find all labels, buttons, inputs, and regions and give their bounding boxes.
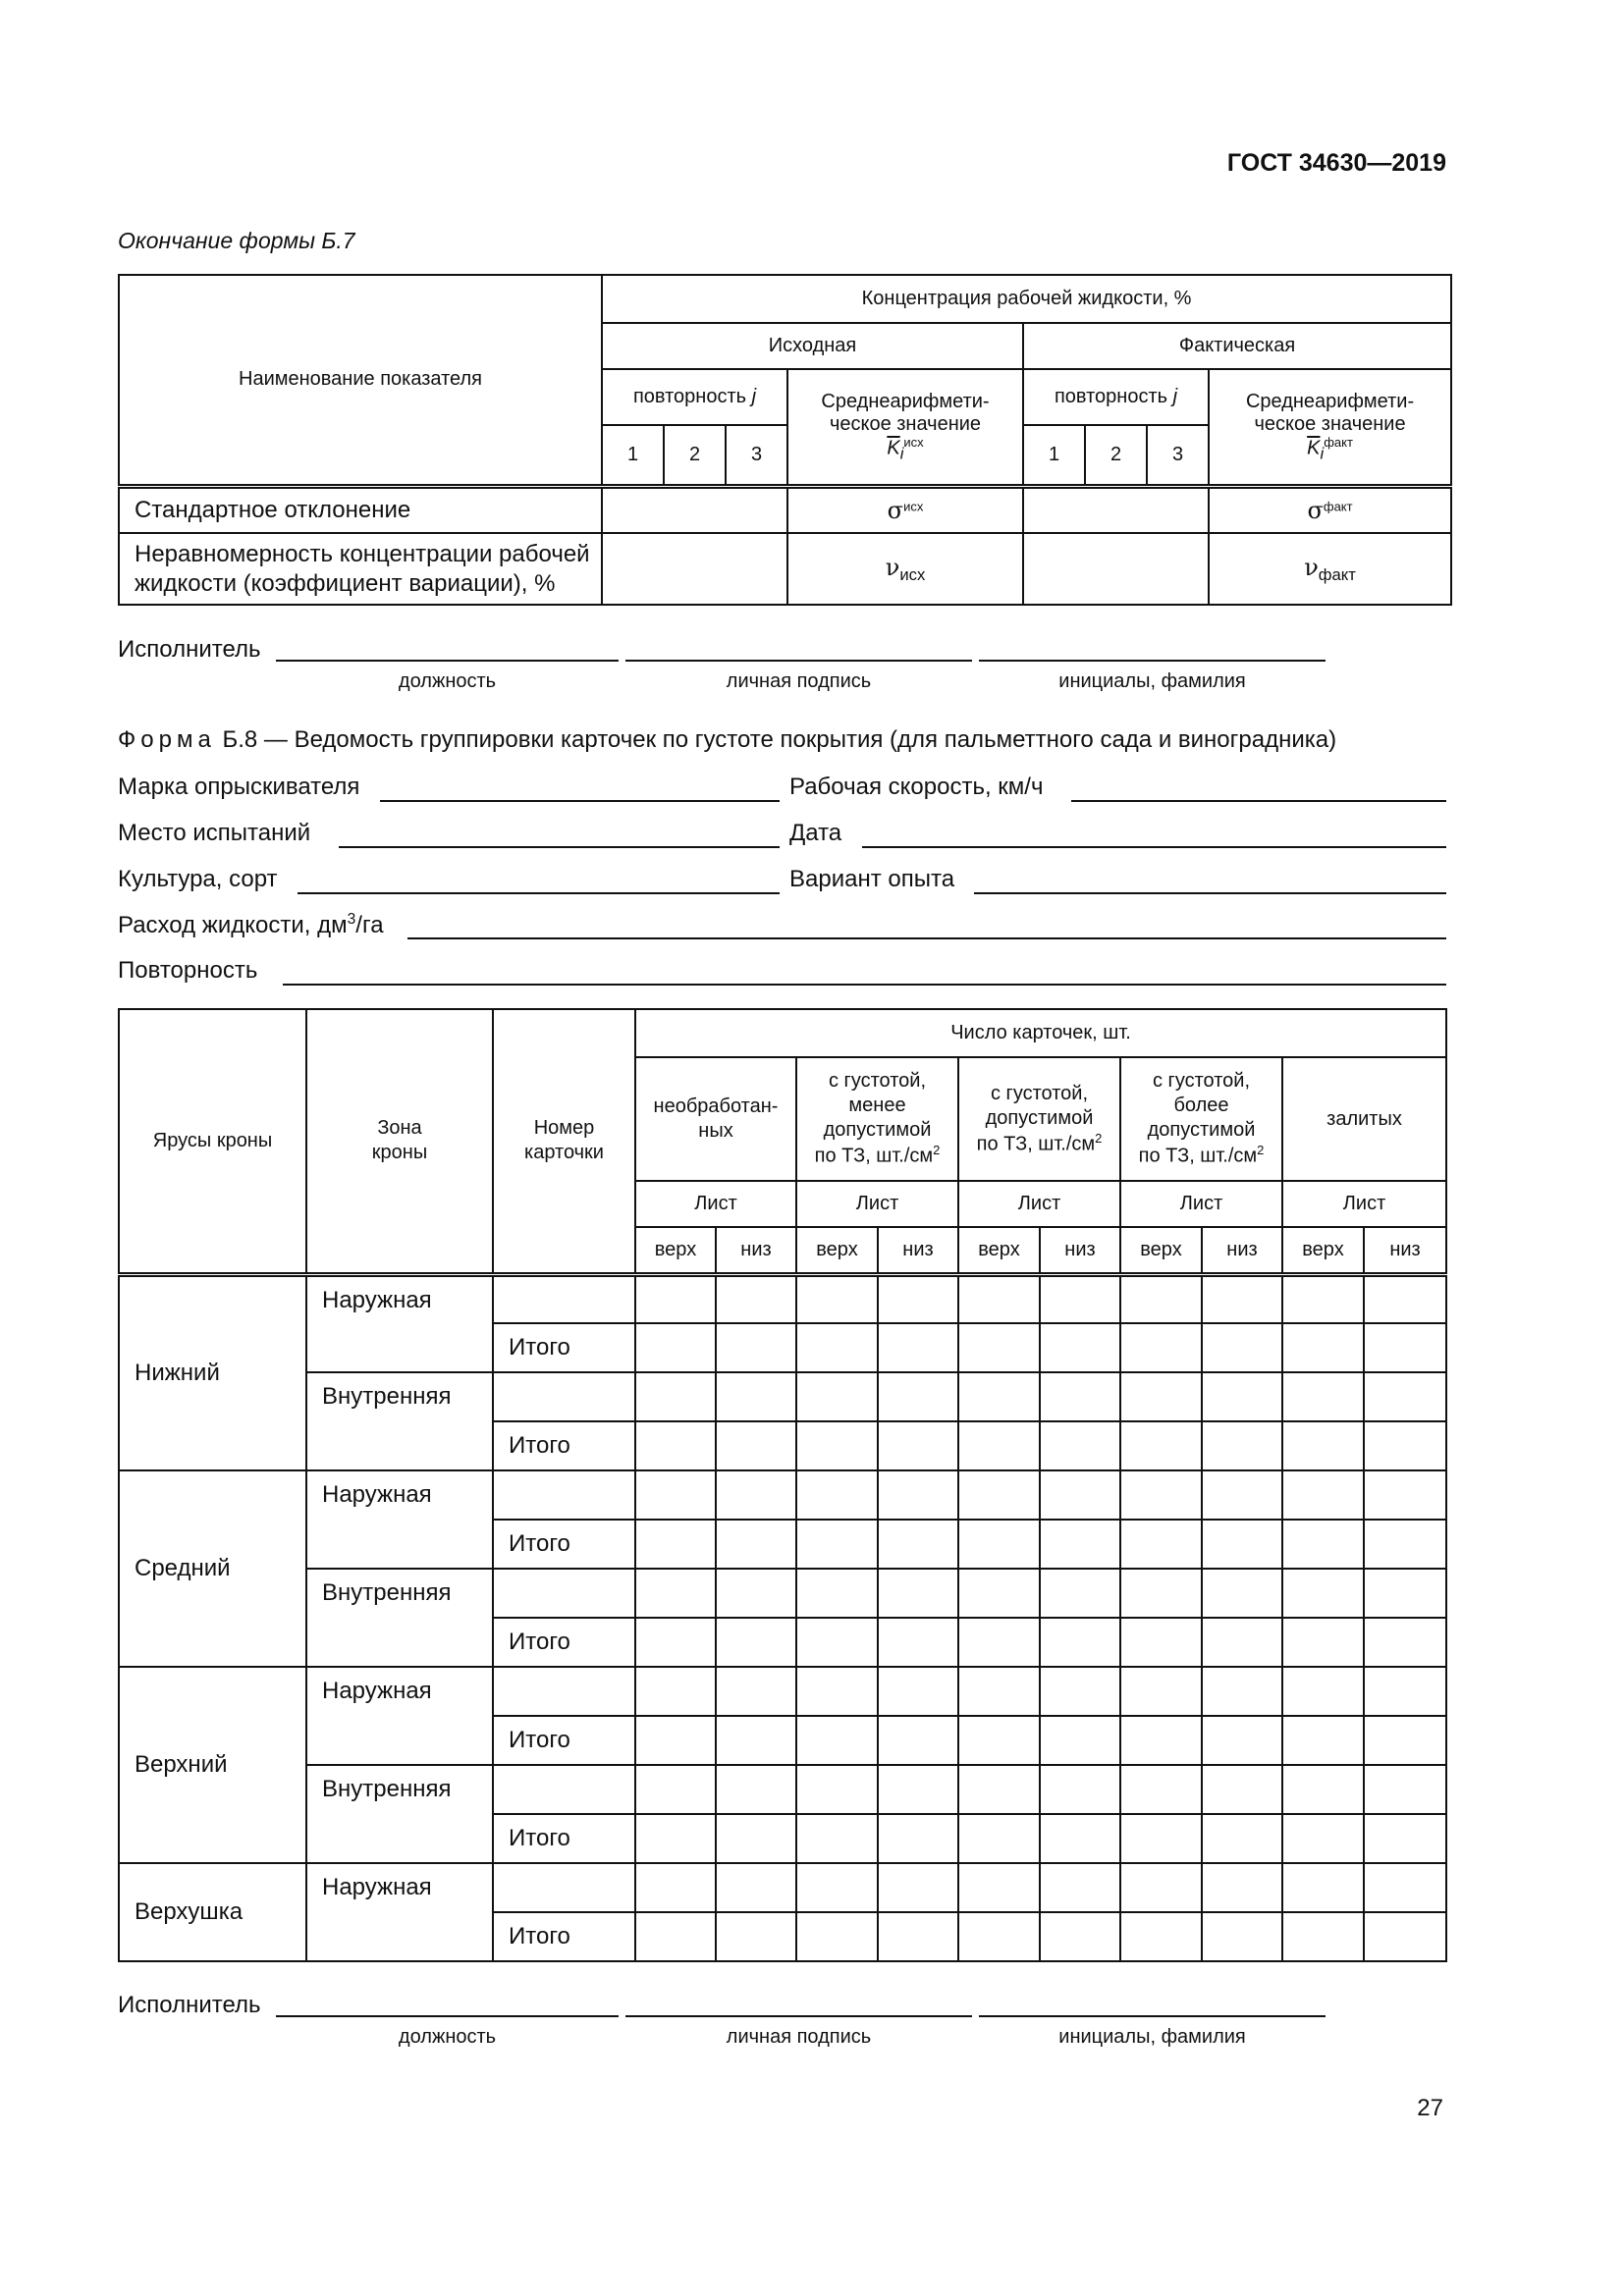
empty-cell — [1023, 533, 1209, 605]
col-tier: Ярусы кроны — [119, 1009, 306, 1274]
count-cell[interactable] — [958, 1863, 1040, 1912]
leaf-bottom: низ — [878, 1227, 958, 1274]
count-cell[interactable] — [878, 1421, 958, 1470]
count-cell[interactable] — [1040, 1912, 1120, 1961]
leaf-bottom: низ — [1364, 1227, 1446, 1274]
col-less-density: с густотой, менее допустимой по ТЗ, $шт./см^2$ — [796, 1057, 958, 1181]
count-cell[interactable] — [1364, 1814, 1446, 1863]
count-cell[interactable] — [1202, 1323, 1282, 1372]
count-cell[interactable] — [1120, 1716, 1202, 1765]
count-cell[interactable] — [1364, 1716, 1446, 1765]
count-cell[interactable] — [1202, 1372, 1282, 1421]
leaf-top: верх — [1282, 1227, 1364, 1274]
count-cell[interactable] — [1040, 1618, 1120, 1667]
speed-label: Рабочая скорость, км/ч — [789, 774, 1044, 800]
count-cell[interactable] — [1282, 1421, 1364, 1470]
leaf-header: Лист — [1282, 1181, 1446, 1227]
count-cell[interactable] — [1040, 1569, 1120, 1618]
count-cell[interactable] — [716, 1470, 796, 1520]
position-line[interactable] — [276, 2015, 619, 2017]
count-cell[interactable] — [878, 1863, 958, 1912]
count-cell[interactable] — [1364, 1912, 1446, 1961]
card-number-cell[interactable] — [493, 1372, 635, 1421]
count-cell[interactable] — [716, 1863, 796, 1912]
count-cell[interactable] — [1120, 1421, 1202, 1470]
count-cell[interactable] — [1202, 1912, 1282, 1961]
count-cell[interactable] — [635, 1372, 716, 1421]
count-cell[interactable] — [958, 1716, 1040, 1765]
count-cell[interactable] — [796, 1863, 878, 1912]
count-cell[interactable] — [796, 1912, 878, 1961]
count-cell[interactable] — [958, 1470, 1040, 1520]
culture-label: Культура, сорт — [118, 866, 278, 892]
count-cell[interactable] — [635, 1421, 716, 1470]
count-cell[interactable] — [635, 1765, 716, 1814]
count-cell[interactable] — [1040, 1863, 1120, 1912]
count-cell[interactable] — [1120, 1372, 1202, 1421]
repeat-initial: повторность j — [602, 369, 787, 425]
count-cell[interactable] — [1040, 1421, 1120, 1470]
count-cell[interactable] — [878, 1716, 958, 1765]
sigma-initial: $\sigma^{исх}$ — [787, 486, 1023, 533]
count-cell[interactable] — [1120, 1470, 1202, 1520]
leaf-bottom: низ — [1202, 1227, 1282, 1274]
count-cell[interactable] — [635, 1274, 716, 1323]
count-cell[interactable] — [796, 1470, 878, 1520]
tier-label: Средний — [119, 1470, 306, 1667]
count-cell[interactable] — [1364, 1421, 1446, 1470]
count-cell[interactable] — [1364, 1372, 1446, 1421]
count-cell[interactable] — [716, 1814, 796, 1863]
count-cell[interactable] — [1040, 1814, 1120, 1863]
count-cell[interactable] — [1120, 1863, 1202, 1912]
signature-line[interactable] — [625, 2015, 972, 2017]
count-cell[interactable] — [716, 1520, 796, 1569]
total-label: Итого — [493, 1323, 635, 1372]
total-label: Итого — [493, 1421, 635, 1470]
count-cell[interactable] — [958, 1274, 1040, 1323]
count-cell[interactable] — [1282, 1716, 1364, 1765]
count-cell[interactable] — [635, 1863, 716, 1912]
count-cell[interactable] — [716, 1912, 796, 1961]
zone-outer: Наружная — [306, 1863, 493, 1961]
count-cell[interactable] — [1120, 1520, 1202, 1569]
date-line[interactable] — [862, 846, 1446, 848]
nu-initial: $\nu_{исх}$ — [787, 533, 1023, 605]
total-label: Итого — [493, 1520, 635, 1569]
variant-line[interactable] — [974, 892, 1446, 894]
count-cell[interactable] — [1364, 1863, 1446, 1912]
count-cell[interactable] — [1202, 1470, 1282, 1520]
count-cell[interactable] — [1364, 1323, 1446, 1372]
sigma-actual: $\sigma^{факт}$ — [1209, 486, 1451, 533]
name-line[interactable] — [979, 2015, 1326, 2017]
k-symbol: $\overline{K}$ — [1307, 437, 1321, 459]
flow-label: Расход жидкости, $дм^3/га$ — [118, 911, 384, 938]
count-cell[interactable] — [1282, 1569, 1364, 1618]
count-cell[interactable] — [1202, 1274, 1282, 1323]
count-cell[interactable] — [716, 1716, 796, 1765]
name-line[interactable] — [979, 660, 1326, 662]
empty-cell — [602, 533, 787, 605]
repeat-line[interactable] — [283, 984, 1446, 986]
count-cell[interactable] — [1364, 1470, 1446, 1520]
culture-line[interactable] — [298, 892, 780, 894]
leaf-header: Лист — [958, 1181, 1120, 1227]
count-cell[interactable] — [1282, 1372, 1364, 1421]
count-cell[interactable] — [796, 1814, 878, 1863]
flow-line[interactable] — [407, 937, 1446, 939]
empty-cell — [1023, 486, 1209, 533]
count-cell[interactable] — [1202, 1814, 1282, 1863]
repeat-label: Повторность — [118, 957, 258, 984]
count-cell[interactable] — [796, 1421, 878, 1470]
count-cell[interactable] — [1364, 1618, 1446, 1667]
k-symbol: $\overline{K}$ — [887, 437, 900, 459]
repeat-actual: повторность j — [1023, 369, 1209, 425]
count-cell[interactable] — [878, 1323, 958, 1372]
leaf-top: верх — [958, 1227, 1040, 1274]
count-cell[interactable] — [796, 1765, 878, 1814]
count-cell[interactable] — [878, 1470, 958, 1520]
continuation-title: Окончание формы Б.7 — [118, 228, 355, 253]
card-number-cell[interactable] — [493, 1667, 635, 1716]
card-number-cell[interactable] — [493, 1765, 635, 1814]
count-cell[interactable] — [716, 1323, 796, 1372]
date-label: Дата — [789, 820, 842, 846]
count-cell[interactable] — [958, 1814, 1040, 1863]
count-cell[interactable] — [1364, 1520, 1446, 1569]
signature-line[interactable] — [625, 660, 972, 662]
count-cell[interactable] — [635, 1470, 716, 1520]
col-cards-count: Число карточек, шт. — [635, 1009, 1446, 1057]
place-label: Место испытаний — [118, 820, 311, 846]
sprayer-label: Марка опрыскивателя — [118, 774, 360, 800]
mean-actual: Среднеарифмети- ческое значение $\overline{K}_i^{факт}$ — [1209, 369, 1451, 486]
count-cell[interactable] — [1282, 1520, 1364, 1569]
card-number-cell[interactable] — [493, 1569, 635, 1618]
count-cell[interactable] — [635, 1667, 716, 1716]
card-number-cell[interactable] — [493, 1863, 635, 1912]
repeat-num: 1 — [1023, 425, 1085, 486]
count-cell[interactable] — [1202, 1520, 1282, 1569]
signature-caption: личная подпись — [726, 2026, 872, 2048]
count-cell[interactable] — [716, 1569, 796, 1618]
group-initial: Исходная — [602, 323, 1023, 369]
tier-label: Верхний — [119, 1667, 306, 1863]
count-cell[interactable] — [796, 1274, 878, 1323]
count-cell[interactable] — [1282, 1274, 1364, 1323]
zone-inner: Внутренняя — [306, 1372, 493, 1470]
count-cell[interactable] — [1364, 1569, 1446, 1618]
count-cell[interactable] — [878, 1814, 958, 1863]
count-cell[interactable] — [1040, 1716, 1120, 1765]
count-cell[interactable] — [1040, 1372, 1120, 1421]
count-cell[interactable] — [958, 1667, 1040, 1716]
variant-label: Вариант опыта — [789, 866, 955, 892]
col-zone: Зона кроны — [306, 1009, 493, 1274]
count-cell[interactable] — [1040, 1274, 1120, 1323]
mean-initial: Среднеарифмети- ческое значение $\overline{K}_i^{исх}$ — [787, 369, 1023, 486]
count-cell[interactable] — [878, 1569, 958, 1618]
form-b7-table — [118, 274, 1452, 606]
count-cell[interactable] — [716, 1618, 796, 1667]
count-cell[interactable] — [878, 1274, 958, 1323]
count-cell[interactable] — [878, 1912, 958, 1961]
repeat-num: 3 — [1147, 425, 1209, 486]
name-caption: инициалы, фамилия — [1058, 2026, 1246, 2048]
zone-outer: Наружная — [306, 1667, 493, 1765]
repeat-num: 2 — [1085, 425, 1147, 486]
count-cell[interactable] — [1282, 1912, 1364, 1961]
speed-line[interactable] — [1071, 800, 1446, 802]
count-cell[interactable] — [1202, 1421, 1282, 1470]
leaf-header: Лист — [796, 1181, 958, 1227]
count-cell[interactable] — [1040, 1520, 1120, 1569]
count-cell[interactable] — [716, 1372, 796, 1421]
repeat-num: 1 — [602, 425, 664, 486]
name-caption: инициалы, фамилия — [1058, 670, 1246, 692]
total-label: Итого — [493, 1618, 635, 1667]
col-more-density: с густотой, более допустимой по ТЗ, $шт./см^2$ — [1120, 1057, 1282, 1181]
count-cell[interactable] — [878, 1520, 958, 1569]
card-number-cell[interactable] — [493, 1274, 635, 1323]
count-cell[interactable] — [796, 1618, 878, 1667]
leaf-top: верх — [796, 1227, 878, 1274]
count-cell[interactable] — [1282, 1618, 1364, 1667]
count-cell[interactable] — [1202, 1667, 1282, 1716]
count-cell[interactable] — [878, 1667, 958, 1716]
empty-cell — [602, 486, 787, 533]
count-cell[interactable] — [1282, 1667, 1364, 1716]
position-caption: должность — [398, 670, 497, 692]
total-label: Итого — [493, 1716, 635, 1765]
count-cell[interactable] — [796, 1372, 878, 1421]
count-cell[interactable] — [1282, 1814, 1364, 1863]
count-cell[interactable] — [1120, 1814, 1202, 1863]
count-cell[interactable] — [716, 1667, 796, 1716]
count-cell[interactable] — [1040, 1667, 1120, 1716]
count-cell[interactable] — [1364, 1667, 1446, 1716]
page-number: 27 — [1417, 2095, 1443, 2121]
count-cell[interactable] — [796, 1323, 878, 1372]
col-indicator: Наименование показателя — [119, 275, 602, 486]
count-cell[interactable] — [1364, 1274, 1446, 1323]
count-cell[interactable] — [1364, 1765, 1446, 1814]
count-cell[interactable] — [1202, 1569, 1282, 1618]
count-cell[interactable] — [716, 1274, 796, 1323]
card-number-cell[interactable] — [493, 1470, 635, 1520]
count-cell[interactable] — [1120, 1618, 1202, 1667]
count-cell[interactable] — [1040, 1323, 1120, 1372]
count-cell[interactable] — [1202, 1618, 1282, 1667]
count-cell[interactable] — [878, 1372, 958, 1421]
count-cell[interactable] — [958, 1569, 1040, 1618]
standard-number: ГОСТ 34630—2019 — [1226, 149, 1446, 177]
count-cell[interactable] — [796, 1667, 878, 1716]
zone-inner: Внутренняя — [306, 1765, 493, 1863]
count-cell[interactable] — [1040, 1765, 1120, 1814]
count-cell[interactable] — [716, 1421, 796, 1470]
leaf-top: верх — [1120, 1227, 1202, 1274]
count-cell[interactable] — [796, 1520, 878, 1569]
count-cell[interactable] — [1282, 1470, 1364, 1520]
count-cell[interactable] — [796, 1716, 878, 1765]
total-label: Итого — [493, 1814, 635, 1863]
count-cell[interactable] — [958, 1912, 1040, 1961]
sprayer-line[interactable] — [380, 800, 780, 802]
col-flooded: залитых — [1282, 1057, 1446, 1181]
leaf-bottom: низ — [1040, 1227, 1120, 1274]
executor-label: Исполнитель — [118, 636, 261, 663]
count-cell[interactable] — [958, 1765, 1040, 1814]
repeat-num: 3 — [726, 425, 787, 486]
form-b8-table — [118, 1008, 1447, 1962]
count-cell[interactable] — [1282, 1863, 1364, 1912]
position-line[interactable] — [276, 660, 619, 662]
col-allowed-density: с густотой, допустимой по ТЗ, $шт./см^2$ — [958, 1057, 1120, 1181]
count-cell[interactable] — [1120, 1912, 1202, 1961]
zone-inner: Внутренняя — [306, 1569, 493, 1667]
col-card-number: Номер карточки — [493, 1009, 635, 1274]
col-untreated: необработан- ных — [635, 1057, 796, 1181]
col-concentration: Концентрация рабочей жидкости, % — [602, 275, 1451, 323]
leaf-header: Лист — [1120, 1181, 1282, 1227]
count-cell[interactable] — [958, 1421, 1040, 1470]
count-cell[interactable] — [1202, 1863, 1282, 1912]
count-cell[interactable] — [1202, 1716, 1282, 1765]
form-b8-title: Форма Б.8 — Ведомость группировки карточек по густоте покрытия (для пальметтного сада и виноградника) — [118, 726, 1337, 753]
count-cell[interactable] — [635, 1912, 716, 1961]
count-cell[interactable] — [958, 1372, 1040, 1421]
nu-actual: $\nu_{факт}$ — [1209, 533, 1451, 605]
place-line[interactable] — [339, 846, 780, 848]
total-label: Итого — [493, 1912, 635, 1961]
count-cell[interactable] — [1282, 1323, 1364, 1372]
tier-label: Верхушка — [119, 1863, 306, 1961]
count-cell[interactable] — [635, 1520, 716, 1569]
count-cell[interactable] — [1120, 1569, 1202, 1618]
count-cell[interactable] — [1202, 1765, 1282, 1814]
row-std-dev: Стандартное отклонение — [119, 486, 602, 533]
count-cell[interactable] — [635, 1569, 716, 1618]
count-cell[interactable] — [958, 1618, 1040, 1667]
count-cell[interactable] — [635, 1716, 716, 1765]
count-cell[interactable] — [1120, 1667, 1202, 1716]
count-cell[interactable] — [635, 1618, 716, 1667]
count-cell[interactable] — [1282, 1765, 1364, 1814]
leaf-header: Лист — [635, 1181, 796, 1227]
count-cell[interactable] — [958, 1520, 1040, 1569]
position-caption: должность — [398, 2026, 497, 2048]
count-cell[interactable] — [958, 1323, 1040, 1372]
count-cell[interactable] — [635, 1814, 716, 1863]
count-cell[interactable] — [1040, 1470, 1120, 1520]
row-variation: Неравномерность концентрации рабочей жидкости (коэффициент вариации), % — [119, 533, 602, 605]
count-cell[interactable] — [1120, 1274, 1202, 1323]
leaf-bottom: низ — [716, 1227, 796, 1274]
count-cell[interactable] — [878, 1765, 958, 1814]
tier-label: Нижний — [119, 1274, 306, 1470]
count-cell[interactable] — [1120, 1765, 1202, 1814]
count-cell[interactable] — [716, 1765, 796, 1814]
zone-outer: Наружная — [306, 1274, 493, 1372]
leaf-top: верх — [635, 1227, 716, 1274]
count-cell[interactable] — [878, 1618, 958, 1667]
signature-caption: личная подпись — [726, 670, 872, 692]
zone-outer: Наружная — [306, 1470, 493, 1569]
executor-label: Исполнитель — [118, 1992, 261, 2018]
form-b8-body — [119, 1274, 1446, 1961]
count-cell[interactable] — [1120, 1323, 1202, 1372]
group-actual: Фактическая — [1023, 323, 1451, 369]
count-cell[interactable] — [796, 1569, 878, 1618]
repeat-num: 2 — [664, 425, 726, 486]
count-cell[interactable] — [635, 1323, 716, 1372]
